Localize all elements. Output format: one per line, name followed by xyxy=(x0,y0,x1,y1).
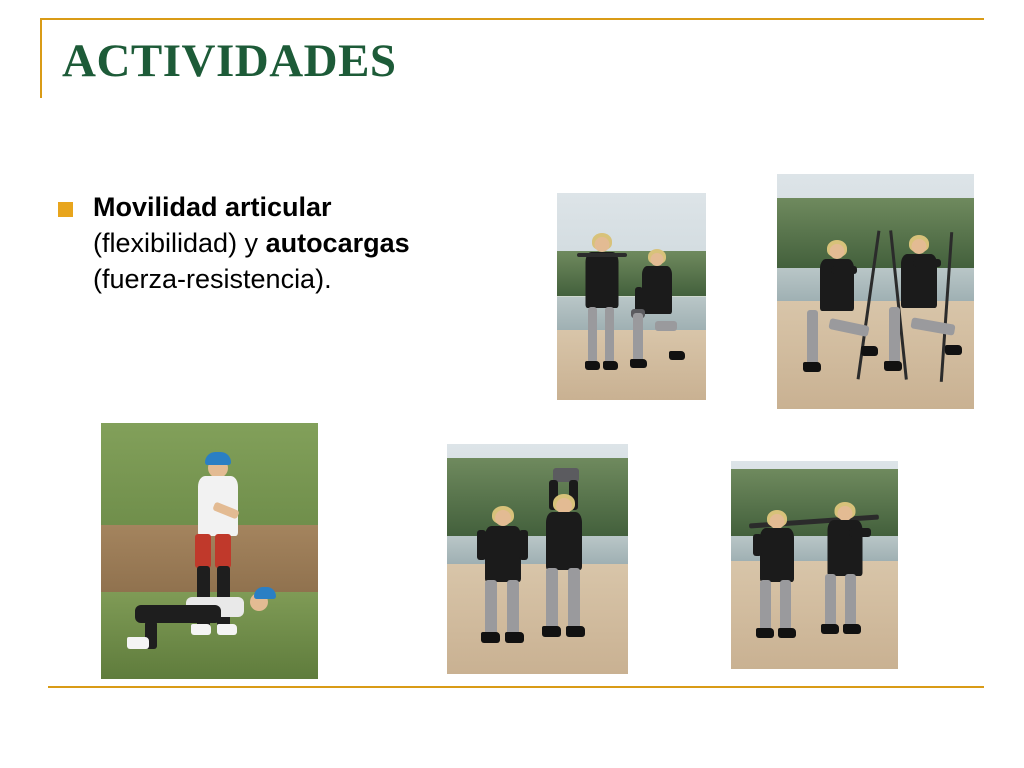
photo-nordic-poles-lunge xyxy=(777,174,974,409)
bottom-divider xyxy=(48,686,984,688)
title-vertical-divider xyxy=(40,18,42,98)
bullet-segment-bold-1: Movilidad articular xyxy=(93,192,332,222)
list-item xyxy=(58,190,478,298)
bullet-marker-icon xyxy=(58,202,73,217)
bullet-segment-bold-2: autocargas xyxy=(265,227,410,258)
top-divider xyxy=(40,18,984,20)
photo-squat-dumbbell-lunge xyxy=(557,193,706,400)
photo-bar-shoulder-exercise xyxy=(731,461,898,669)
page-title: ACTIVIDADES xyxy=(62,35,397,87)
bullet-segment-plain-2: (fuerza-resistencia). xyxy=(93,263,332,294)
bullet-text xyxy=(93,190,453,298)
photo-overhead-press xyxy=(447,444,628,674)
bullet-segment-plain-1: (flexibilidad) y xyxy=(93,227,266,258)
photo-partner-stretch-grass xyxy=(101,423,318,679)
